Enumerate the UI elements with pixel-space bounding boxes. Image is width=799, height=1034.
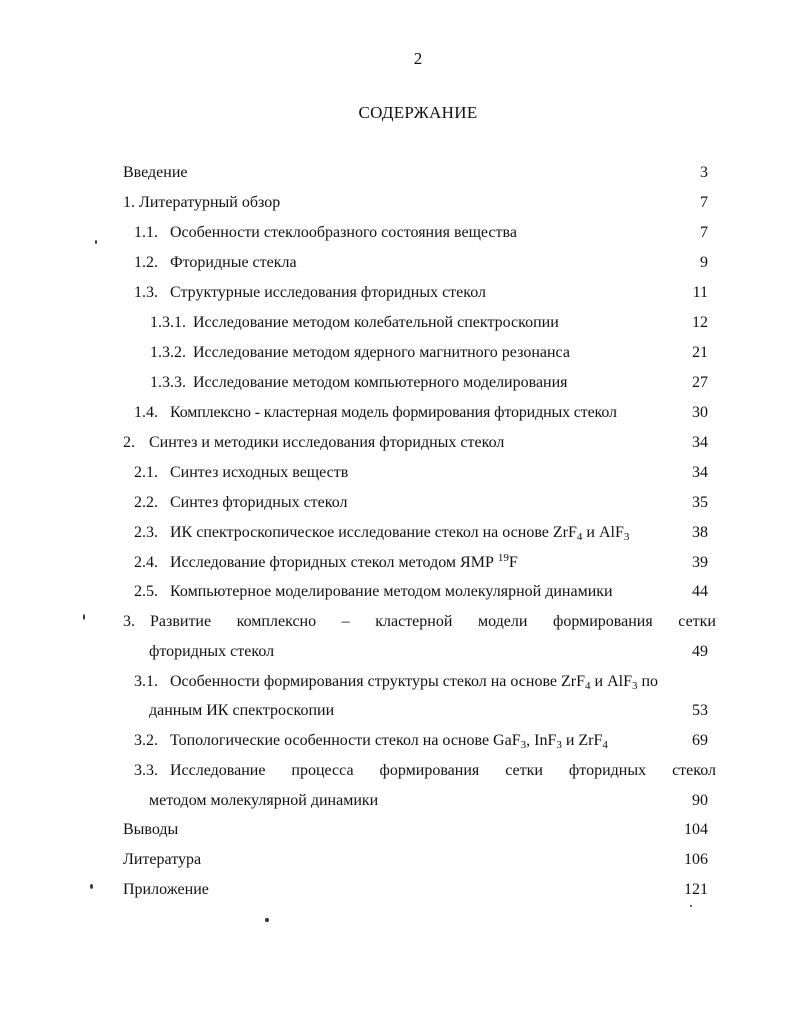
toc-entry-introduction[interactable] [0,162,799,184]
toc-entry-number: 3.3. [134,762,158,779]
toc-entry-2-3[interactable] [0,522,799,544]
toc-entry-page: 106 [684,851,708,868]
toc-entry-title: Литературный обзор [139,194,281,211]
toc-entry-1-3[interactable] [0,282,799,304]
toc-entry-title: Синтез исходных веществ [170,464,349,481]
toc-entry-2-2[interactable] [0,492,799,514]
toc-entry-page: 27 [692,374,708,391]
toc-entry-page: 49 [692,643,708,660]
toc-entry-page: 21 [692,344,708,361]
toc-entry-2-4[interactable] [0,552,799,574]
toc-entry-number: 2. [123,434,135,451]
toc-entry-page: 69 [692,732,708,749]
toc-entry-page: 121 [684,881,708,898]
toc-entry-title: Выводы [123,821,179,838]
scan-speck [95,240,97,244]
toc-entry-3-1-continued[interactable] [0,700,799,722]
toc-entry-page: 44 [692,583,708,600]
toc-entry-number: 1.3.2. [150,344,186,361]
page-title: СОДЕРЖАНИЕ [358,103,478,122]
toc-entry-title: Структурные исследования фторидных стекол [170,284,486,301]
toc-entry-page: 11 [692,284,708,301]
toc-entry-page: 34 [692,434,708,451]
toc-entry-title: Особенности стеклообразного состояния вещества [170,224,517,241]
toc-entry-page: 53 [692,702,708,719]
page-number: 2 [413,49,423,68]
toc-entry-appendix[interactable] [0,879,799,901]
toc-entry-title: Развитие комплексно – кластерной модели формирования сетки [150,613,716,630]
toc-entry-title: Введение [123,164,188,181]
toc-entry-3-continued[interactable] [0,641,799,663]
toc-entry-page: 90 [692,792,708,809]
scan-speck [83,614,85,620]
toc-entry-number: 2.2. [134,494,158,511]
toc-entry-number: 1.1. [134,224,158,241]
toc-entry-page: 34 [692,464,708,481]
toc-entry-references[interactable] [0,849,799,871]
toc-entry-page: 30 [692,404,708,421]
toc-entry-title: Компьютерное моделирование методом молекулярной динамики [170,583,613,600]
toc-entry-3-2[interactable] [0,730,799,752]
toc-entry-title-continued: фторидных стекол [149,643,275,660]
toc-entry-number: 2.1. [134,464,158,481]
toc-entry-page: 35 [692,494,708,511]
toc-entry-page: 12 [692,314,708,331]
toc-entry-3-3-continued[interactable] [0,790,799,812]
toc-entry-1-1[interactable] [0,222,799,244]
toc-entry-number: 1. [123,194,135,211]
toc-entry-page: 104 [684,821,708,838]
toc-entry-3-3[interactable] [0,760,799,782]
toc-entry-title: Литература [123,851,202,868]
toc-entry-number: 1.3. [134,284,158,301]
toc-entry-1-3-3[interactable] [0,372,799,394]
toc-entry-title: Синтез фторидных стекол [170,494,348,511]
toc-entry-conclusions[interactable] [0,819,799,841]
toc-entry-number: 3.1. [134,673,158,690]
toc-entry-number: 2.3. [134,524,158,541]
toc-entry-3-1[interactable] [0,671,799,693]
toc-entry-title-continued: данным ИК спектроскопии [149,702,335,719]
toc-entry-number: 2.5. [134,583,158,600]
toc-entry-page: 7 [700,194,708,211]
toc-entry-page: 39 [692,554,708,571]
toc-entry-1[interactable] [0,192,799,214]
scan-speck [90,884,93,889]
toc-entry-title: Синтез и методики исследования фторидных стекол [149,434,505,451]
toc-entry-title: Фторидные стекла [170,254,297,271]
toc-entry-page: 7 [700,224,708,241]
toc-entry-number: 1.4. [134,404,158,421]
toc-entry-title: Исследование фторидных стекол методом ЯМР $^{19}$F [170,552,518,571]
toc-entry-page: 38 [692,524,708,541]
toc-entry-title: Особенности формирования структуры стекол на основе ZrF$_4$ и AlF$_3$ по [170,673,659,692]
toc-entry-title: Исследование методом ядерного магнитного резонанса [193,344,570,361]
toc-entry-page: 9 [700,254,708,271]
toc-entry-1-3-1[interactable] [0,312,799,334]
toc-entry-number: 2.4. [134,554,158,571]
toc-entry-2-5[interactable] [0,581,799,603]
toc-entry-2[interactable] [0,432,799,454]
toc-entry-title: Исследование методом колебательной спектроскопии [193,314,559,331]
toc-entry-number: 1.2. [134,254,158,271]
toc-entry-number: 3. [123,613,135,630]
toc-entry-title: Комплексно - кластерная модель формирования фторидных стекол [170,404,617,421]
toc-entry-page: 3 [700,164,708,181]
toc-entry-number: 1.3.1. [150,314,186,331]
toc-entry-1-2[interactable] [0,252,799,274]
toc-entry-title-continued: методом молекулярной динамики [149,792,379,809]
toc-entry-number: 3.2. [134,732,158,749]
scan-speck [265,918,269,922]
toc-entry-1-3-2[interactable] [0,342,799,364]
scan-speck [690,905,692,907]
toc-entry-title: Исследование процесса формирования сетки фторидных стекол [170,762,716,779]
toc-entry-title: Топологические особенности стекол на основе GaF$_3$, InF$_3$ и ZrF$_4$ [170,732,608,751]
toc-entry-2-1[interactable] [0,462,799,484]
toc-entry-3[interactable] [0,611,799,633]
toc-entry-title: Приложение [123,881,209,898]
toc-entry-number: 1.3.3. [150,374,186,391]
toc-entry-title: Исследование методом компьютерного моделирования [193,374,568,391]
toc-entry-title: ИК спектроскопическое исследование стекол на основе ZrF$_4$ и AlF$_3$ [170,524,630,543]
toc-entry-1-4[interactable] [0,402,799,424]
